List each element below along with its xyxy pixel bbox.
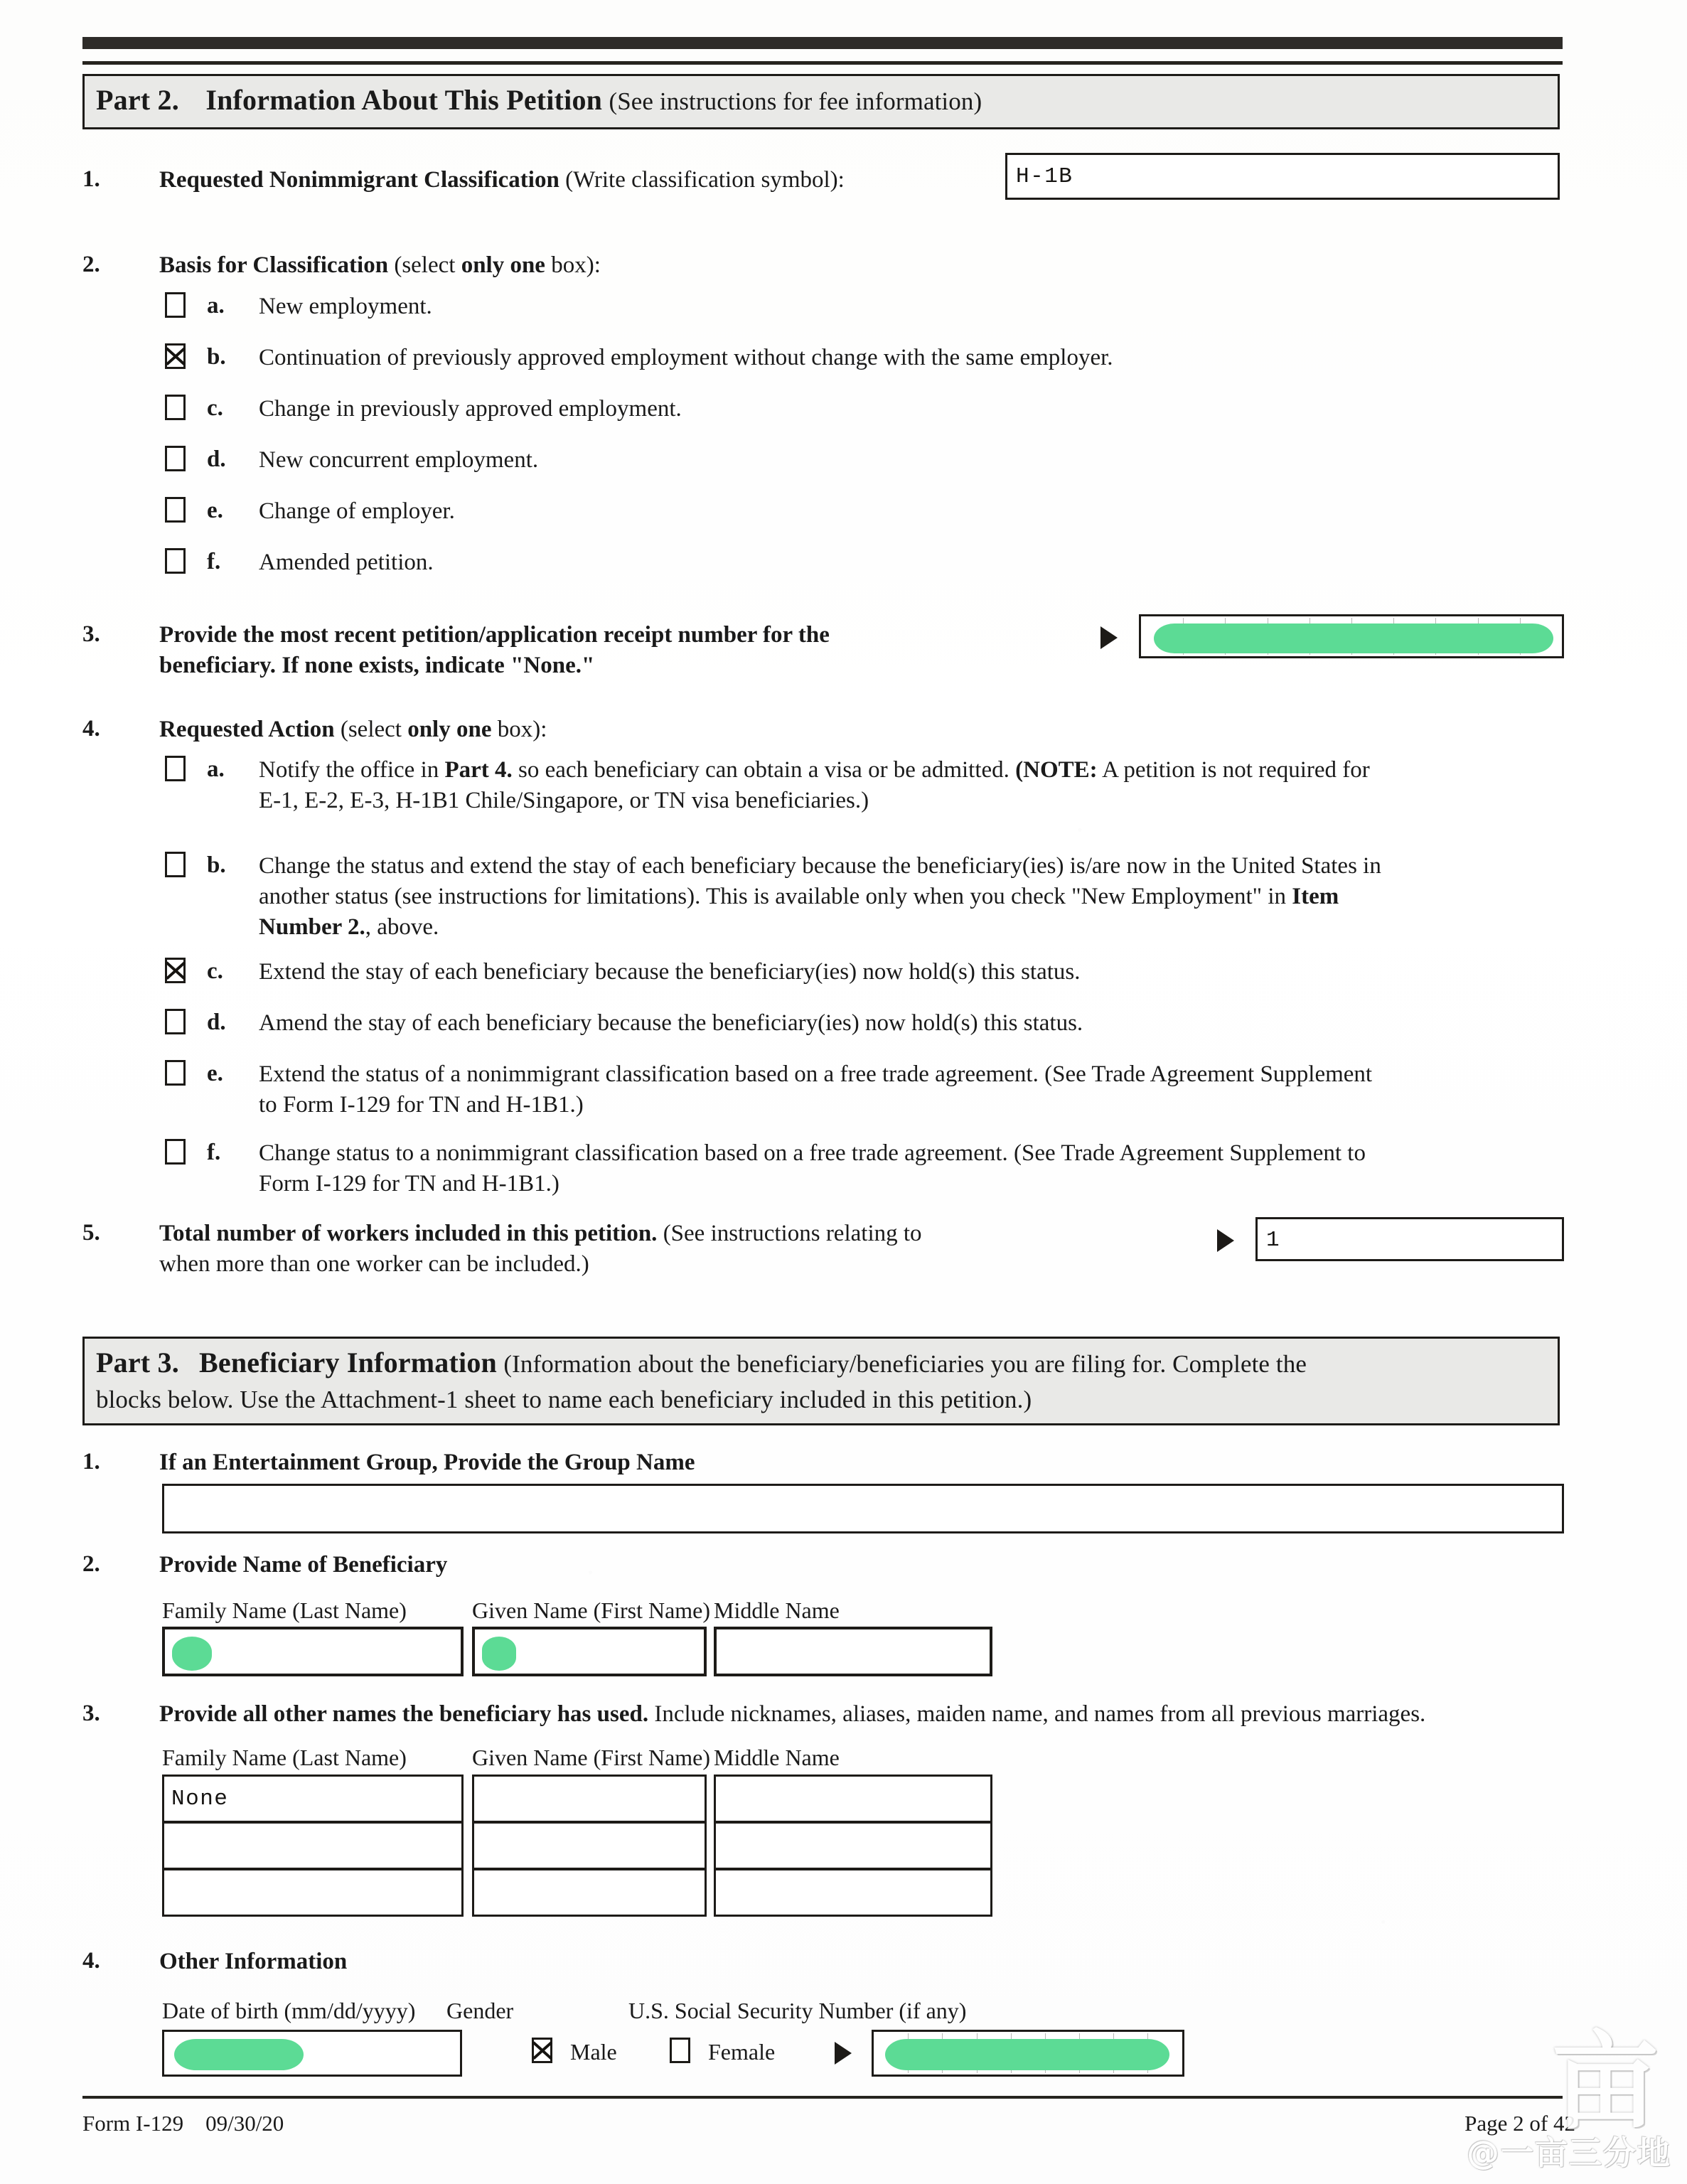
- worker-count-value: 1: [1266, 1228, 1281, 1253]
- date-of-birth-input[interactable]: [162, 2030, 462, 2077]
- basis-option-d-letter: d.: [207, 446, 226, 472]
- ssn-redaction: [885, 2039, 1169, 2070]
- action-option-d-letter: d.: [207, 1010, 226, 1035]
- part3-banner-note-line2: blocks below. Use the Attachment-1 sheet to name each beneficiary included in this petition.): [96, 1386, 1032, 1413]
- beneficiary-given-name-input[interactable]: [472, 1627, 707, 1676]
- part2-item3-label-line2-bold: beneficiary.: [159, 653, 277, 678]
- basis-option-e-text: Change of employer.: [259, 498, 455, 524]
- part3-item3-label-rest: Include nicknames, aliases, maiden name, and names from all previous marriages.: [654, 1701, 1426, 1727]
- action-option-a-text: [259, 755, 1567, 816]
- gender-checkbox-male[interactable]: [532, 2038, 552, 2063]
- beneficiary-given-name-redaction: [482, 1637, 516, 1671]
- part3-item1-label-text: If an Entertainment Group, Provide the Group Name: [159, 1450, 695, 1475]
- gender-male-label: Male: [570, 2039, 617, 2065]
- action-checkbox-d[interactable]: [165, 1009, 186, 1034]
- action-option-b-number-ref: Number 2.: [259, 914, 365, 940]
- watermark-text: @一亩三分地: [1467, 2134, 1671, 2172]
- other-names-family-label: Family Name (Last Name): [162, 1745, 407, 1770]
- part2-item2-label-bold: Basis for Classification: [159, 252, 389, 278]
- other-names-cell-r3c1[interactable]: [162, 1868, 464, 1917]
- basis-checkbox-f[interactable]: [165, 548, 186, 574]
- basis-option-c-letter: c.: [207, 395, 223, 421]
- receipt-number-input[interactable]: [1139, 614, 1564, 658]
- footer-form-number: Form I-129: [82, 2111, 184, 2136]
- part3-item2-number: 2.: [82, 1551, 100, 1577]
- action-option-b-line3-rest: , above.: [365, 914, 439, 940]
- basis-option-f-text: Amended petition.: [259, 550, 434, 575]
- part3-banner-line2: [96, 1382, 1546, 1418]
- part2-item5-label: [159, 1219, 1041, 1280]
- worker-count-input[interactable]: [1255, 1217, 1564, 1261]
- gender-label: Gender: [446, 1998, 514, 2023]
- action-option-a-letter: a.: [207, 756, 225, 782]
- footer-rule: [82, 2096, 1563, 2099]
- ssn-input[interactable]: [872, 2030, 1184, 2077]
- part2-item2-label-rest-b: box):: [551, 252, 601, 278]
- basis-checkbox-c[interactable]: [165, 395, 186, 420]
- classification-symbol-input[interactable]: [1005, 153, 1560, 200]
- action-option-b-item-ref: Item: [1292, 884, 1339, 909]
- other-names-cell-r2c1[interactable]: [162, 1821, 464, 1870]
- action-option-e-line2: to Form I-129 for TN and H-1B1.): [259, 1092, 584, 1118]
- part2-item4-label-bold: Requested Action: [159, 717, 335, 742]
- part2-item5-label-line2: when more than one worker can be included.): [159, 1251, 589, 1277]
- beneficiary-given-name-label: Given Name (First Name): [472, 1597, 711, 1623]
- beneficiary-family-name-label: Family Name (Last Name): [162, 1597, 407, 1623]
- action-checkbox-f[interactable]: [165, 1139, 186, 1165]
- top-rule-thin: [82, 61, 1563, 65]
- basis-checkbox-b[interactable]: [165, 343, 186, 369]
- part3-item3-label-bold: Provide all other names the beneficiary has used.: [159, 1701, 649, 1727]
- part2-item3-label-line1: Provide the most recent petition/application receipt number for the: [159, 622, 830, 648]
- ssn-label: U.S. Social Security Number (if any): [628, 1998, 967, 2023]
- basis-option-a-letter: a.: [207, 293, 225, 318]
- part3-item3-label: [159, 1699, 1574, 1730]
- receipt-number-arrow-icon: [1100, 626, 1118, 649]
- part2-item4-label-rest-b: box):: [497, 717, 547, 742]
- part3-item1-number: 1.: [82, 1449, 100, 1474]
- entertainment-group-name-input[interactable]: [162, 1484, 1564, 1533]
- gender-checkbox-female[interactable]: [670, 2038, 690, 2063]
- other-names-middle-label: Middle Name: [714, 1745, 840, 1770]
- part2-banner-note: (See instructions for fee information): [609, 87, 982, 115]
- part2-item5-number: 5.: [82, 1220, 100, 1246]
- part3-item1-label: [159, 1447, 1155, 1478]
- basis-checkbox-d[interactable]: [165, 446, 186, 471]
- footer-form-info: [82, 2110, 284, 2137]
- action-option-f-line2: Form I-129 for TN and H-1B1.): [259, 1171, 559, 1197]
- part2-item1-label-bold: Requested Nonimmigrant Classification: [159, 167, 559, 193]
- action-checkbox-e[interactable]: [165, 1060, 186, 1086]
- basis-option-e-letter: e.: [207, 498, 223, 523]
- action-option-f-line1: Change status to a nonimmigrant classification based on a free trade agreement. (See Trade Agreement Supplement to: [259, 1140, 1366, 1166]
- part2-item3-number: 3.: [82, 621, 100, 647]
- part2-item5-label-rest: (See instructions relating to: [663, 1221, 922, 1246]
- basis-option-b-letter: b.: [207, 344, 226, 370]
- part3-banner-heading: Beneficiary Information: [198, 1347, 497, 1379]
- classification-symbol-value: H-1B: [1016, 164, 1073, 189]
- other-names-cell-r3c3[interactable]: [714, 1868, 992, 1917]
- action-option-c-text: Extend the stay of each beneficiary because the beneficiary(ies) now hold(s) this status.: [259, 959, 1081, 985]
- part2-banner-heading: Information About This Petition: [205, 84, 603, 116]
- beneficiary-middle-name-input[interactable]: [714, 1627, 992, 1676]
- action-option-f-text: [259, 1138, 1578, 1199]
- action-checkbox-c[interactable]: [165, 958, 186, 983]
- date-of-birth-label: Date of birth (mm/dd/yyyy): [162, 1998, 416, 2023]
- action-option-a-note-label: (NOTE:: [1015, 757, 1098, 783]
- worker-count-arrow-icon: [1217, 1229, 1234, 1252]
- basis-option-a-text: New employment.: [259, 294, 432, 319]
- other-names-cell-r1c2[interactable]: [472, 1774, 707, 1823]
- part2-banner: [82, 74, 1560, 129]
- basis-option-c-text: Change in previously approved employment.: [259, 396, 682, 422]
- beneficiary-middle-name-label: Middle Name: [714, 1597, 840, 1623]
- part2-item5-label-bold: Total number of workers included in this petition.: [159, 1221, 658, 1246]
- footer-form-date: 09/30/20: [205, 2111, 284, 2136]
- action-checkbox-b[interactable]: [165, 852, 186, 877]
- part2-item4-label-rest-a: (select: [340, 717, 402, 742]
- part3-item4-number: 4.: [82, 1948, 100, 1974]
- other-names-cell-r1c1[interactable]: [162, 1774, 464, 1823]
- basis-option-b-text: Continuation of previously approved employment without change with the same employer.: [259, 345, 1113, 370]
- basis-checkbox-a[interactable]: [165, 292, 186, 318]
- action-option-d-text: Amend the stay of each beneficiary because the beneficiary(ies) now hold(s) this status.: [259, 1010, 1083, 1036]
- other-names-cell-r1c3[interactable]: [714, 1774, 992, 1823]
- gender-female-label: Female: [708, 2039, 776, 2065]
- action-option-b-text: [259, 851, 1567, 943]
- action-option-b-letter: b.: [207, 852, 226, 878]
- beneficiary-family-name-input[interactable]: [162, 1627, 464, 1676]
- part3-banner-title: Part 3.: [96, 1347, 179, 1379]
- part3-banner: [82, 1337, 1560, 1425]
- action-option-c-letter: c.: [207, 958, 223, 984]
- action-option-b-line2-a: another status (see instructions for limitations). This is available only when you check "New Employment" in: [259, 884, 1287, 909]
- part2-item2-label: [159, 250, 1012, 281]
- date-of-birth-redaction: [174, 2039, 304, 2070]
- part3-item4-label: [159, 1947, 1012, 1977]
- part3-item2-label-text: Provide Name of Beneficiary: [159, 1552, 448, 1578]
- part2-item2-number: 2.: [82, 252, 100, 277]
- part3-item2-label: [159, 1550, 1155, 1580]
- part2-banner-title: Part 2.: [96, 84, 179, 116]
- ssn-arrow-icon: [835, 2042, 852, 2065]
- part3-item3-number: 3.: [82, 1701, 100, 1726]
- basis-option-f-letter: f.: [207, 549, 221, 574]
- part2-item2-label-rest-bold: only one: [461, 252, 545, 278]
- part3-item4-label-text: Other Information: [159, 1949, 348, 1974]
- action-option-e-text: [259, 1059, 1578, 1120]
- part2-item3-label: [159, 620, 913, 681]
- action-option-b-line1: Change the status and extend the stay of each beneficiary because the beneficiary(ies) is/are now in the United States in: [259, 853, 1381, 879]
- part2-item1-number: 1.: [82, 166, 100, 192]
- part3-banner-line1: [96, 1345, 1546, 1382]
- other-names-cell-r2c3[interactable]: [714, 1821, 992, 1870]
- receipt-number-redaction: [1154, 623, 1553, 653]
- part2-item1-label-rest: (Write classification symbol):: [565, 167, 845, 193]
- watermark-glyph: 亩: [1551, 2020, 1659, 2144]
- part2-item1-label: [159, 165, 998, 196]
- action-option-a-line1-b: so each beneficiary can obtain a visa or be admitted.: [518, 757, 1009, 783]
- top-rule-thick: [82, 37, 1563, 49]
- action-option-a-part4-ref: Part 4.: [444, 757, 513, 783]
- part2-item4-number: 4.: [82, 716, 100, 742]
- part2-banner-line: [96, 82, 1546, 119]
- action-checkbox-a[interactable]: [165, 756, 186, 781]
- part2-item2-label-rest-a: (select: [394, 252, 456, 278]
- other-names-given-label: Given Name (First Name): [472, 1745, 711, 1770]
- other-names-cell-r3c2[interactable]: [472, 1868, 707, 1917]
- action-option-a-line1-a: Notify the office in: [259, 757, 439, 783]
- footer-page-number: Page 2 of 42: [1464, 2111, 1575, 2136]
- basis-option-d-text: New concurrent employment.: [259, 447, 539, 473]
- part2-item4-label-rest-bold: only one: [407, 717, 492, 742]
- action-option-a-line1-c: A petition is not required for: [1102, 757, 1370, 783]
- action-option-e-line1: Extend the status of a nonimmigrant classification based on a free trade agreement. (See Trade Agreement Supplement: [259, 1061, 1373, 1087]
- part2-item3-label-line2-rest: If none exists, indicate "None.": [282, 653, 595, 678]
- other-names-value-r1c1: None: [171, 1787, 229, 1811]
- action-option-e-letter: e.: [207, 1061, 223, 1086]
- part3-banner-note-line1: (Information about the beneficiary/beneficiaries you are filing for. Complete the: [503, 1350, 1307, 1378]
- other-names-cell-r2c2[interactable]: [472, 1821, 707, 1870]
- basis-checkbox-e[interactable]: [165, 497, 186, 523]
- action-option-a-line2: E-1, E-2, E-3, H-1B1 Chile/Singapore, or TN visa beneficiaries.): [259, 788, 869, 813]
- action-option-f-letter: f.: [207, 1140, 221, 1165]
- form-sheet: [82, 0, 1575, 2184]
- beneficiary-family-name-redaction: [172, 1637, 212, 1671]
- part2-item4-label: [159, 714, 1012, 745]
